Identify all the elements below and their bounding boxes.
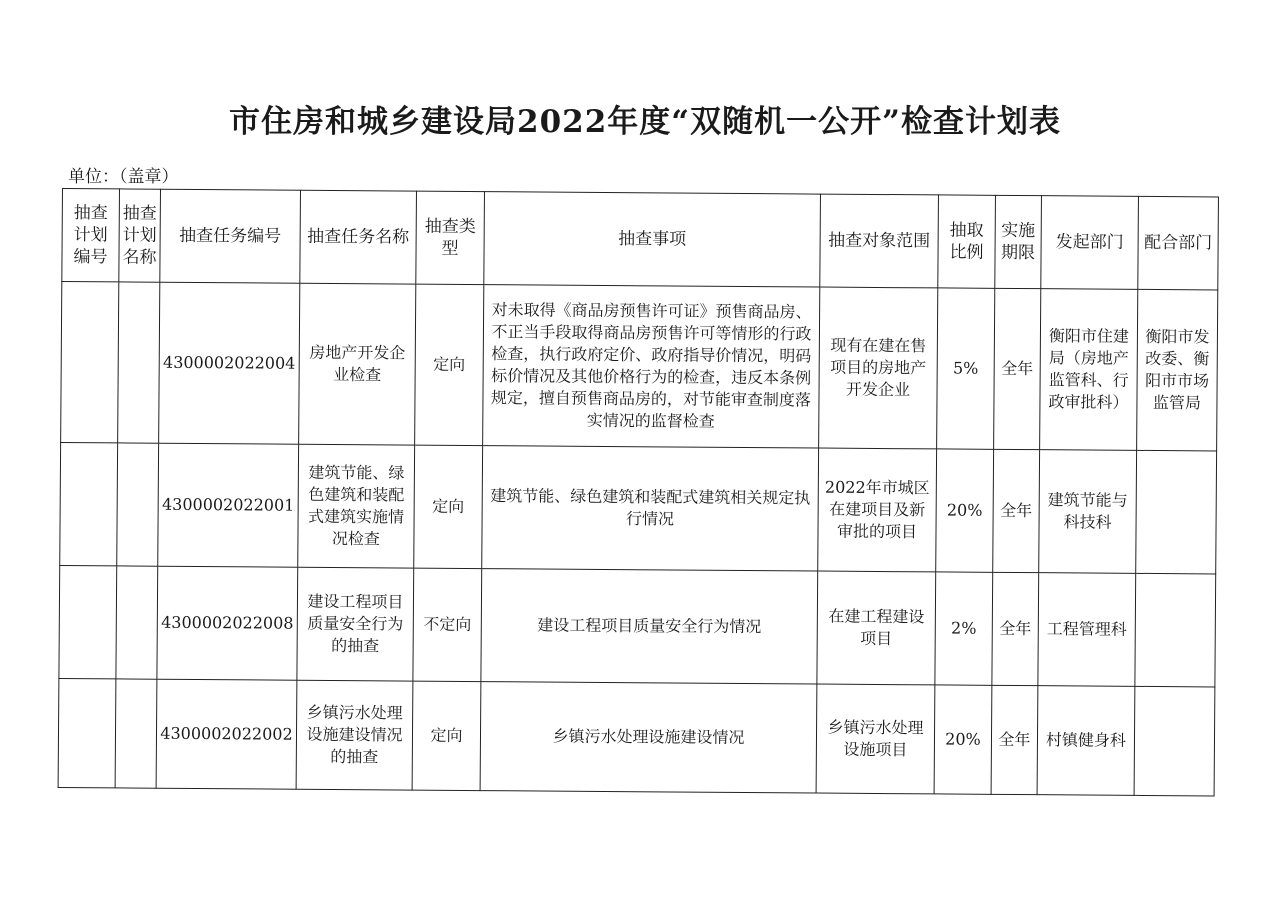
cell-items: 建设工程项目质量安全行为情况 bbox=[481, 569, 818, 684]
header-type: 抽查类型 bbox=[416, 191, 485, 284]
cell-coop: 衡阳市发改委、衡阳市市场监管局 bbox=[1137, 289, 1218, 451]
cell-plan-name bbox=[115, 679, 157, 788]
cell-period: 全年 bbox=[991, 685, 1038, 794]
cell-task-code: 4300002022008 bbox=[157, 566, 298, 680]
unit-label: 单位：（盖章） bbox=[68, 167, 179, 187]
header-task-code: 抽查任务编号 bbox=[160, 189, 301, 283]
cell-items: 对未取得《商品房预售许可证》预售商品房、不正当手段取得商品房预售许可等情形的行政检查，执行政府定价、政府指导价情况，明码标价情况及其他价格行为的检查，违反本条例规定，擅自预售商品房的，对节能审查制度落实情况的监督检查 bbox=[483, 285, 820, 448]
cell-period: 全年 bbox=[992, 572, 1039, 685]
cell-plan-no bbox=[60, 442, 118, 565]
cell-initiator: 衡阳市住建局（房地产监管科、行政审批科） bbox=[1040, 289, 1138, 451]
cell-scope: 在建工程建设项目 bbox=[817, 571, 936, 685]
cell-task-code: 4300002022002 bbox=[156, 679, 297, 789]
cell-ratio: 5% bbox=[937, 288, 995, 449]
cell-items: 乡镇污水处理设施建设情况 bbox=[480, 682, 817, 793]
cell-task-name: 建设工程项目质量安全行为的抽查 bbox=[297, 567, 414, 681]
cell-coop bbox=[1135, 573, 1216, 687]
header-plan-name: 抽查计划名称 bbox=[119, 189, 161, 282]
cell-type: 定向 bbox=[414, 445, 483, 568]
cell-period: 全年 bbox=[993, 449, 1040, 572]
header-initiator: 发起部门 bbox=[1041, 196, 1139, 290]
cell-ratio: 2% bbox=[935, 572, 993, 685]
cell-plan-no bbox=[58, 678, 116, 787]
cell-plan-name bbox=[117, 443, 159, 566]
cell-initiator: 工程管理科 bbox=[1038, 573, 1136, 687]
header-items: 抽查事项 bbox=[484, 192, 821, 287]
cell-type: 定向 bbox=[415, 284, 484, 445]
table-row bbox=[59, 565, 1216, 686]
cell-task-name: 建筑节能、绿色建筑和装配式建筑实施情况检查 bbox=[298, 444, 415, 568]
cell-scope: 乡镇污水处理设施项目 bbox=[816, 684, 935, 794]
cell-type: 定向 bbox=[412, 681, 481, 790]
header-ratio: 抽取比例 bbox=[938, 195, 996, 288]
table-row bbox=[61, 282, 1218, 451]
table-row bbox=[60, 442, 1217, 573]
cell-type: 不定向 bbox=[413, 568, 482, 681]
cell-items: 建筑节能、绿色建筑和装配式建筑相关规定执行情况 bbox=[482, 446, 819, 571]
cell-plan-name bbox=[116, 566, 158, 679]
document-title: 市住房和城乡建设局2022年度“双随机一公开”检查计划表 bbox=[229, 104, 1061, 140]
cell-task-name: 房地产开发企业检查 bbox=[299, 283, 416, 445]
header-plan-no: 抽查计划编号 bbox=[62, 189, 120, 282]
cell-scope: 2022年市城区在建项目及新审批的项目 bbox=[818, 448, 937, 572]
cell-task-code: 4300002022001 bbox=[158, 443, 299, 567]
cell-coop bbox=[1136, 450, 1217, 574]
cell-task-name: 乡镇污水处理设施建设情况的抽查 bbox=[296, 680, 413, 790]
header-row bbox=[62, 189, 1219, 290]
header-coop: 配合部门 bbox=[1138, 196, 1219, 290]
cell-initiator: 建筑节能与科技科 bbox=[1039, 450, 1137, 574]
cell-plan-no bbox=[61, 282, 119, 443]
header-task-name: 抽查任务名称 bbox=[300, 190, 417, 284]
table-row bbox=[58, 678, 1215, 795]
cell-initiator: 村镇健身科 bbox=[1037, 686, 1135, 796]
cell-ratio: 20% bbox=[936, 449, 994, 572]
cell-period: 全年 bbox=[994, 288, 1041, 449]
cell-task-code: 4300002022004 bbox=[159, 282, 300, 444]
cell-plan-no bbox=[59, 565, 117, 678]
cell-plan-name bbox=[118, 282, 160, 443]
cell-coop bbox=[1134, 686, 1215, 796]
cell-ratio: 20% bbox=[934, 685, 992, 794]
inspection-plan-table bbox=[58, 188, 1219, 796]
header-period: 实施期限 bbox=[995, 195, 1042, 288]
header-scope: 抽查对象范围 bbox=[820, 194, 939, 288]
cell-scope: 现有在建在售项目的房地产开发企业 bbox=[819, 287, 938, 449]
